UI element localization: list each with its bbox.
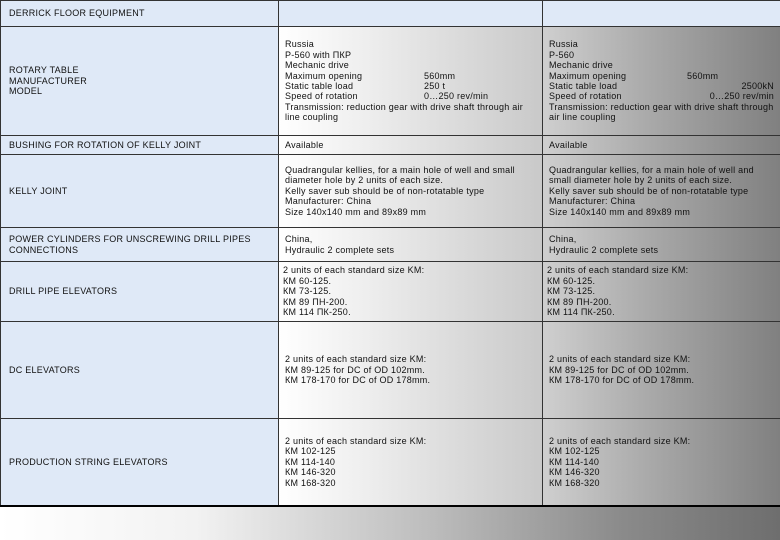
spec-key: Static table load <box>549 81 618 91</box>
header-row <box>0 0 780 27</box>
cell-value: China, Hydraulic 2 complete sets <box>279 228 543 261</box>
rotary-transmission: Transmission: reduction gear with drive shaft through air line coupling <box>549 101 774 123</box>
spec-line <box>285 71 536 81</box>
spec-line <box>549 71 774 81</box>
cell-value: 2 units of each standard size KM: КМ 89-125 for DC of OD 102mm. КМ 178-170 for DC of OD 178mm. <box>279 322 543 418</box>
rotary-transmission: Transmission: reduction gear with drive shaft through air line coupling <box>285 101 524 123</box>
header-cell-blank <box>543 1 780 26</box>
row-label: KELLY JOINT <box>0 155 279 227</box>
rotary-spec-col3 <box>543 27 780 135</box>
row-label: PRODUCTION STRING ELEVATORS <box>0 419 279 505</box>
spec-key: Speed of rotation <box>285 91 358 102</box>
spec-value: 560mm <box>424 70 456 81</box>
row-label: BUSHING FOR ROTATION OF KELLY JOINT <box>0 136 279 154</box>
cell-value: 2 units of each standard size KM: КМ 102-125 КМ 114-140 КМ 146-320 КМ 168-320 <box>279 419 543 505</box>
row-label: DRILL PIPE ELEVATORS <box>0 262 279 321</box>
spec-line <box>285 91 536 101</box>
rotary-spec-col2 <box>279 27 543 135</box>
table-row-drill-pipe-elevators <box>0 262 780 322</box>
table-row-dc-elevators <box>0 322 780 419</box>
rotary-origin: Russia Р-560 with ПКР Mechanic drive <box>285 39 352 71</box>
spec-line <box>549 81 774 91</box>
table-row-kelly-joint <box>0 155 780 228</box>
cell-value: Quadrangular kellies, for a main hole of well and small diameter hole by 2 units of each size. Kelly saver sub should be of non-rotatable type Manufacturer: China Size 140x140 mm and 89x89 mm <box>279 155 543 227</box>
spec-key: Speed of rotation <box>549 91 622 102</box>
row-label: ROTARY TABLE MANUFACTURER MODEL <box>0 27 279 135</box>
spec-value: 2500kN <box>741 81 774 91</box>
rotary-origin: Russia Р-560 Mechanic drive <box>549 39 614 71</box>
spec-value: 0…250 rev/min <box>424 91 489 102</box>
cell-value: 2 units of each standard size KM: КМ 102-125 КМ 114-140 КМ 146-320 КМ 168-320 <box>543 419 780 505</box>
cell-value: 2 units of each standard size KM: КМ 60-125. КМ 73-125. КМ 89 ПН-200. КМ 114 ПК-250. <box>279 262 543 321</box>
cell-value: China, Hydraulic 2 complete sets <box>543 228 780 261</box>
spec-value: 0…250 rev/min <box>709 91 774 102</box>
cell-value: 2 units of each standard size KM: КМ 89-125 for DC of OD 102mm. КМ 178-170 for DC of OD 178mm. <box>543 322 780 418</box>
cell-value: Available <box>279 136 543 154</box>
row-label: POWER CYLINDERS FOR UNSCREWING DRILL PIPES CONNECTIONS <box>0 228 279 261</box>
section-title: DERRICK FLOOR EQUIPMENT <box>0 1 279 26</box>
spec-key: Maximum opening <box>285 70 363 81</box>
spec-value: 560mm <box>687 70 719 81</box>
spec-line <box>549 91 774 101</box>
header-cell-blank <box>279 1 543 26</box>
spec-value: 250 t <box>424 81 446 91</box>
spec-key: Maximum opening <box>549 70 627 81</box>
table-row-power-cylinders <box>0 228 780 262</box>
table-row-rotary-table <box>0 27 780 136</box>
spec-key: Static table load <box>285 81 354 91</box>
spec-line <box>285 81 536 91</box>
table-row-production-string-elevators <box>0 419 780 505</box>
row-label: DC ELEVATORS <box>0 322 279 418</box>
cell-value: 2 units of each standard size KM: КМ 60-125. КМ 73-125. КМ 89 ПН-200. КМ 114 ПК-250. <box>543 262 780 321</box>
cell-value: Quadrangular kellies, for a main hole of well and small diameter hole by 2 units of each size. Kelly saver sub should be of non-rotatable type Manufacturer: China Size 140x140 mm and 89x89 mm <box>543 155 780 227</box>
table-row-bushing <box>0 136 780 155</box>
cell-value: Available <box>543 136 780 154</box>
